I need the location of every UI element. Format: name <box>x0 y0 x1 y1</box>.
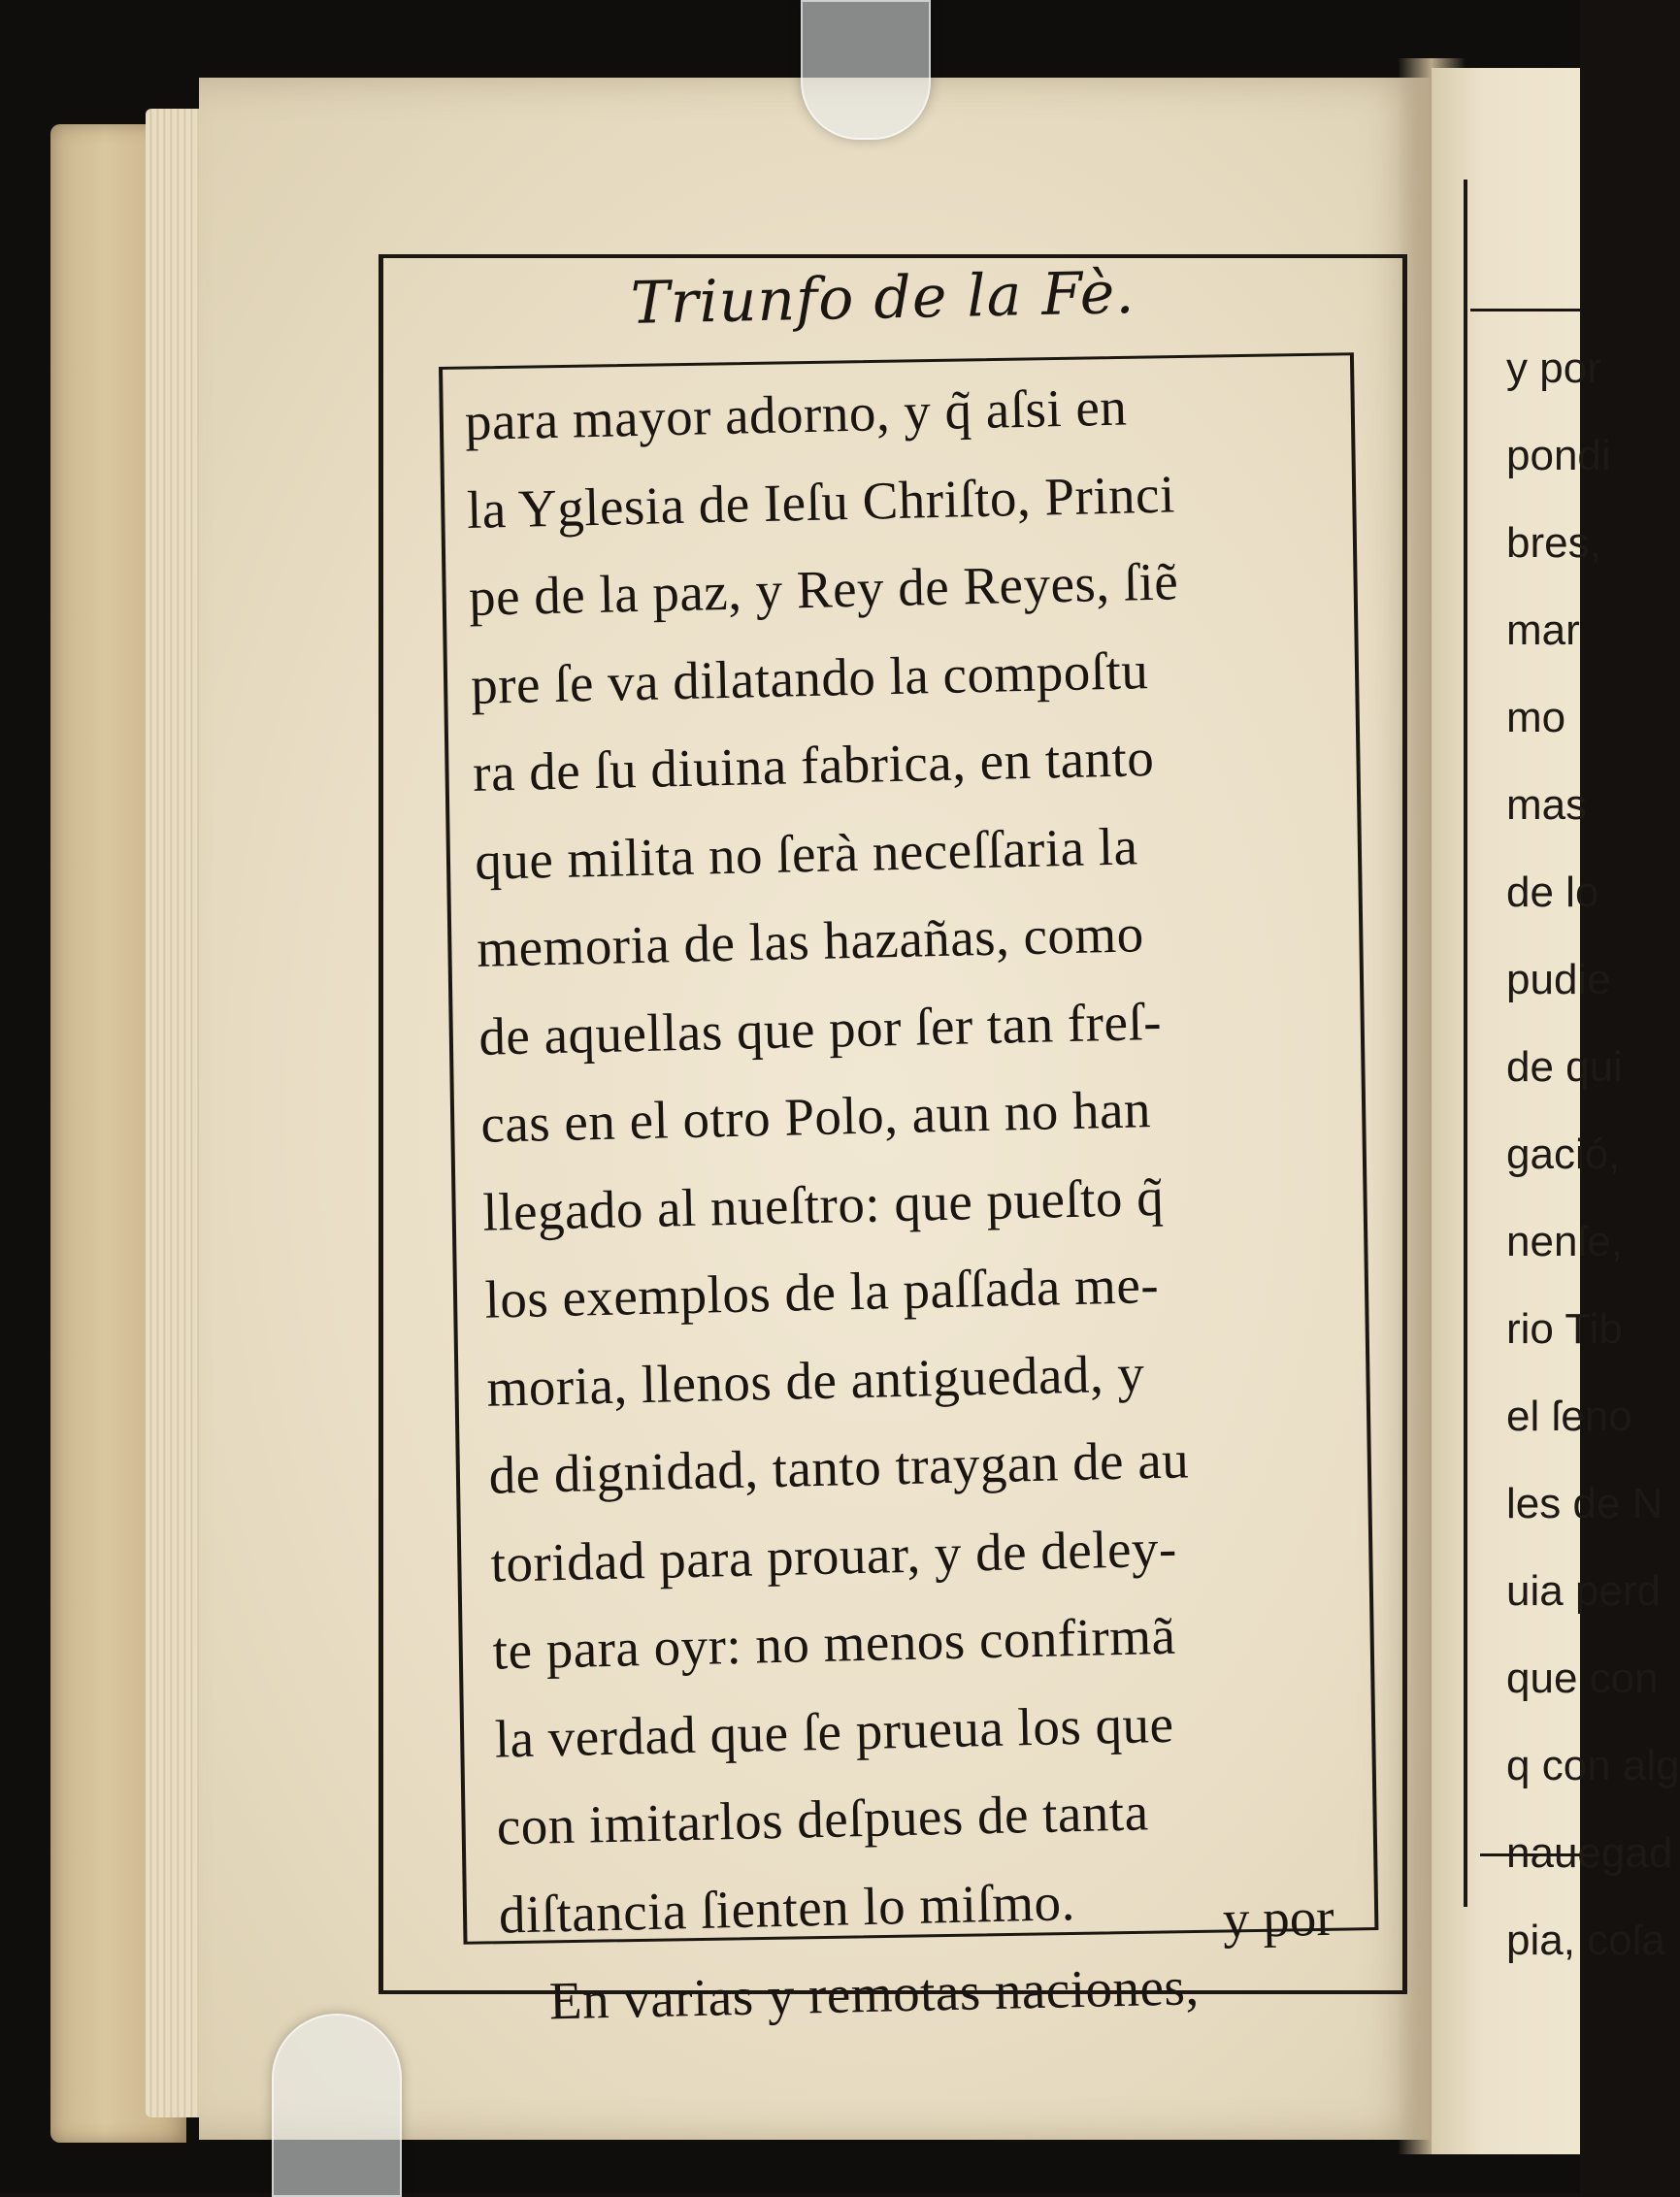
text-line-paragraph-start: En varias y remotas naciones, <box>548 1956 1201 2031</box>
text-line: diſtancia ſienten lo miſmo. <box>498 1871 1076 1945</box>
text-line: pe de la paz, y Rey de Reyes, ſiẽ <box>468 551 1179 627</box>
text-line: que milita no ſerà neceſſaria la <box>474 815 1139 891</box>
facing-text-fragment: mo <box>1506 694 1566 741</box>
facing-text-fragment: y por <box>1506 344 1601 392</box>
body-text <box>464 358 1395 2047</box>
facing-text-fragment: de qui <box>1506 1043 1623 1091</box>
facing-text-fragment: mas <box>1506 781 1588 829</box>
text-line: te para oyr: no menos confirmã <box>492 1605 1177 1681</box>
text-line: cas en el otro Polo, aun no han <box>479 1079 1152 1154</box>
text-line: memoria de las hazañas, como <box>476 903 1145 978</box>
text-line: moria, llenos de antiguedad, y <box>485 1342 1145 1418</box>
text-line: de dignidad, tanto traygan de au <box>487 1429 1190 1505</box>
facing-text-fragment: bres, <box>1506 519 1601 567</box>
facing-text-fragment: pia, coſa <box>1506 1917 1665 1964</box>
facing-text-fragment: rio Tib <box>1506 1305 1623 1353</box>
catchword: y por <box>1222 1886 1335 1950</box>
text-line: ra de ſu diuina fabrica, en tanto <box>472 727 1155 803</box>
facing-text-fragment: les de N <box>1506 1480 1664 1527</box>
text-line: los exemplos de la paſſada me- <box>483 1255 1160 1329</box>
facing-text-fragment: uia perd <box>1506 1567 1662 1615</box>
text-line: con imitarlos deſpues de tanta <box>496 1782 1150 1856</box>
text-line: la verdad que ſe prueua los que <box>494 1693 1174 1769</box>
facing-text-fragment: que con <box>1506 1655 1659 1702</box>
facing-text-fragment: gació, <box>1506 1131 1621 1178</box>
facing-text-fragment: de lo <box>1506 869 1599 916</box>
page-clip-bottom <box>272 2014 402 2197</box>
page-clip-top <box>801 0 931 140</box>
text-line: de aquellas que por ſer tan freſ- <box>478 991 1163 1066</box>
facing-text-fragment: mar <box>1506 607 1580 654</box>
running-head: Triunfo de la Fè. <box>630 258 1136 338</box>
facing-text-fragment: nauegad <box>1506 1829 1673 1877</box>
text-line: toridad para prouar, y de deley- <box>490 1518 1178 1593</box>
facing-text-fragment: el ſeno <box>1506 1393 1632 1440</box>
facing-text-fragment: q con alg <box>1506 1742 1680 1789</box>
facing-page-text <box>1506 325 1680 1984</box>
facing-text-fragment: nenſe, <box>1506 1218 1623 1265</box>
text-line: la Yglesia de Ieſu Chriſto, Princi <box>466 463 1176 540</box>
facing-page-top-rule <box>1470 309 1580 312</box>
text-line: para mayor adorno, y q̃ aſsi en <box>464 377 1128 451</box>
text-line: pre ſe va dilatando la compoſtu <box>470 639 1149 715</box>
facing-text-fragment: pudie <box>1506 956 1611 1003</box>
facing-text-fragment: pondi <box>1506 432 1611 479</box>
text-line: llegado al nueſtro: que pueſto q̃ <box>481 1166 1165 1242</box>
